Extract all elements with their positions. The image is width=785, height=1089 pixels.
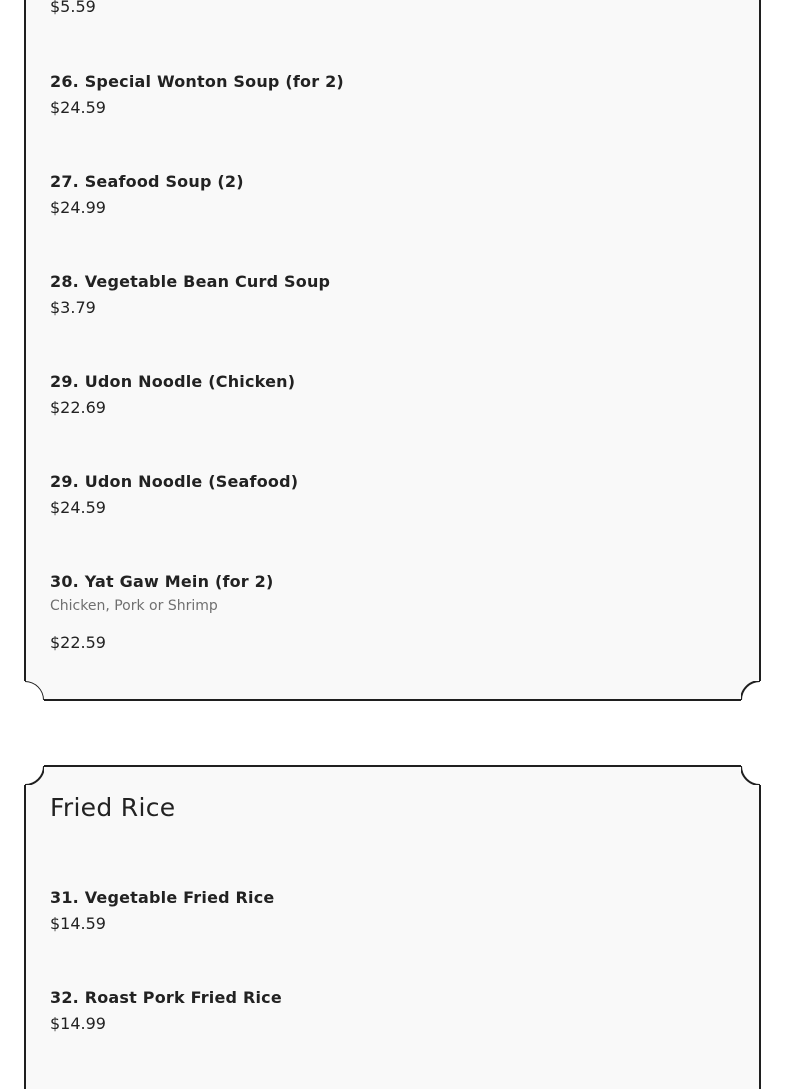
menu-item[interactable] bbox=[50, 888, 274, 934]
menu-item[interactable] bbox=[50, 172, 244, 218]
item-price: $14.99 bbox=[50, 1014, 106, 1033]
item-price: $24.99 bbox=[50, 198, 106, 217]
item-name: 28. Vegetable Bean Curd Soup bbox=[50, 272, 331, 291]
card-right-border bbox=[759, 784, 761, 1089]
item-price: $14.59 bbox=[50, 914, 106, 933]
corner-notch bbox=[24, 681, 44, 701]
corner-notch bbox=[741, 765, 761, 785]
item-price: $24.59 bbox=[50, 498, 106, 517]
item-name: 26. Special Wonton Soup (for 2) bbox=[50, 72, 344, 91]
section-title: Fried Rice bbox=[50, 793, 176, 822]
item-price: $5.59 bbox=[50, 0, 96, 16]
item-description: Chicken, Pork or Shrimp bbox=[50, 598, 218, 614]
card-top-border bbox=[43, 765, 742, 767]
menu-item[interactable] bbox=[50, 272, 330, 318]
item-name: 29. Udon Noodle (Seafood) bbox=[50, 472, 299, 491]
corner-notch bbox=[24, 765, 44, 785]
menu-item[interactable] bbox=[50, 988, 282, 1034]
item-price: $24.59 bbox=[50, 98, 106, 117]
corner-notch bbox=[741, 681, 761, 701]
menu-item[interactable] bbox=[50, 72, 344, 118]
item-name: 32. Roast Pork Fried Rice bbox=[50, 988, 282, 1007]
item-name: 27. Seafood Soup (2) bbox=[50, 172, 244, 191]
soups-menu-card bbox=[24, 0, 761, 701]
menu-item[interactable] bbox=[50, 472, 298, 518]
item-name: 31. Vegetable Fried Rice bbox=[50, 888, 275, 907]
item-name: 29. Udon Noodle (Chicken) bbox=[50, 372, 296, 391]
item-price: $3.79 bbox=[50, 298, 96, 317]
card-left-border bbox=[24, 0, 26, 681]
item-price: $22.59 bbox=[50, 633, 106, 652]
item-name: 30. Yat Gaw Mein (for 2) bbox=[50, 572, 274, 591]
fried-rice-menu-card bbox=[24, 765, 761, 1089]
menu-item-partial bbox=[50, 0, 96, 17]
card-left-border bbox=[24, 784, 26, 1089]
card-right-border bbox=[759, 0, 761, 681]
menu-item[interactable] bbox=[50, 372, 295, 418]
item-price: $22.69 bbox=[50, 398, 106, 417]
card-bottom-border bbox=[43, 699, 742, 701]
menu-item[interactable] bbox=[50, 572, 274, 653]
